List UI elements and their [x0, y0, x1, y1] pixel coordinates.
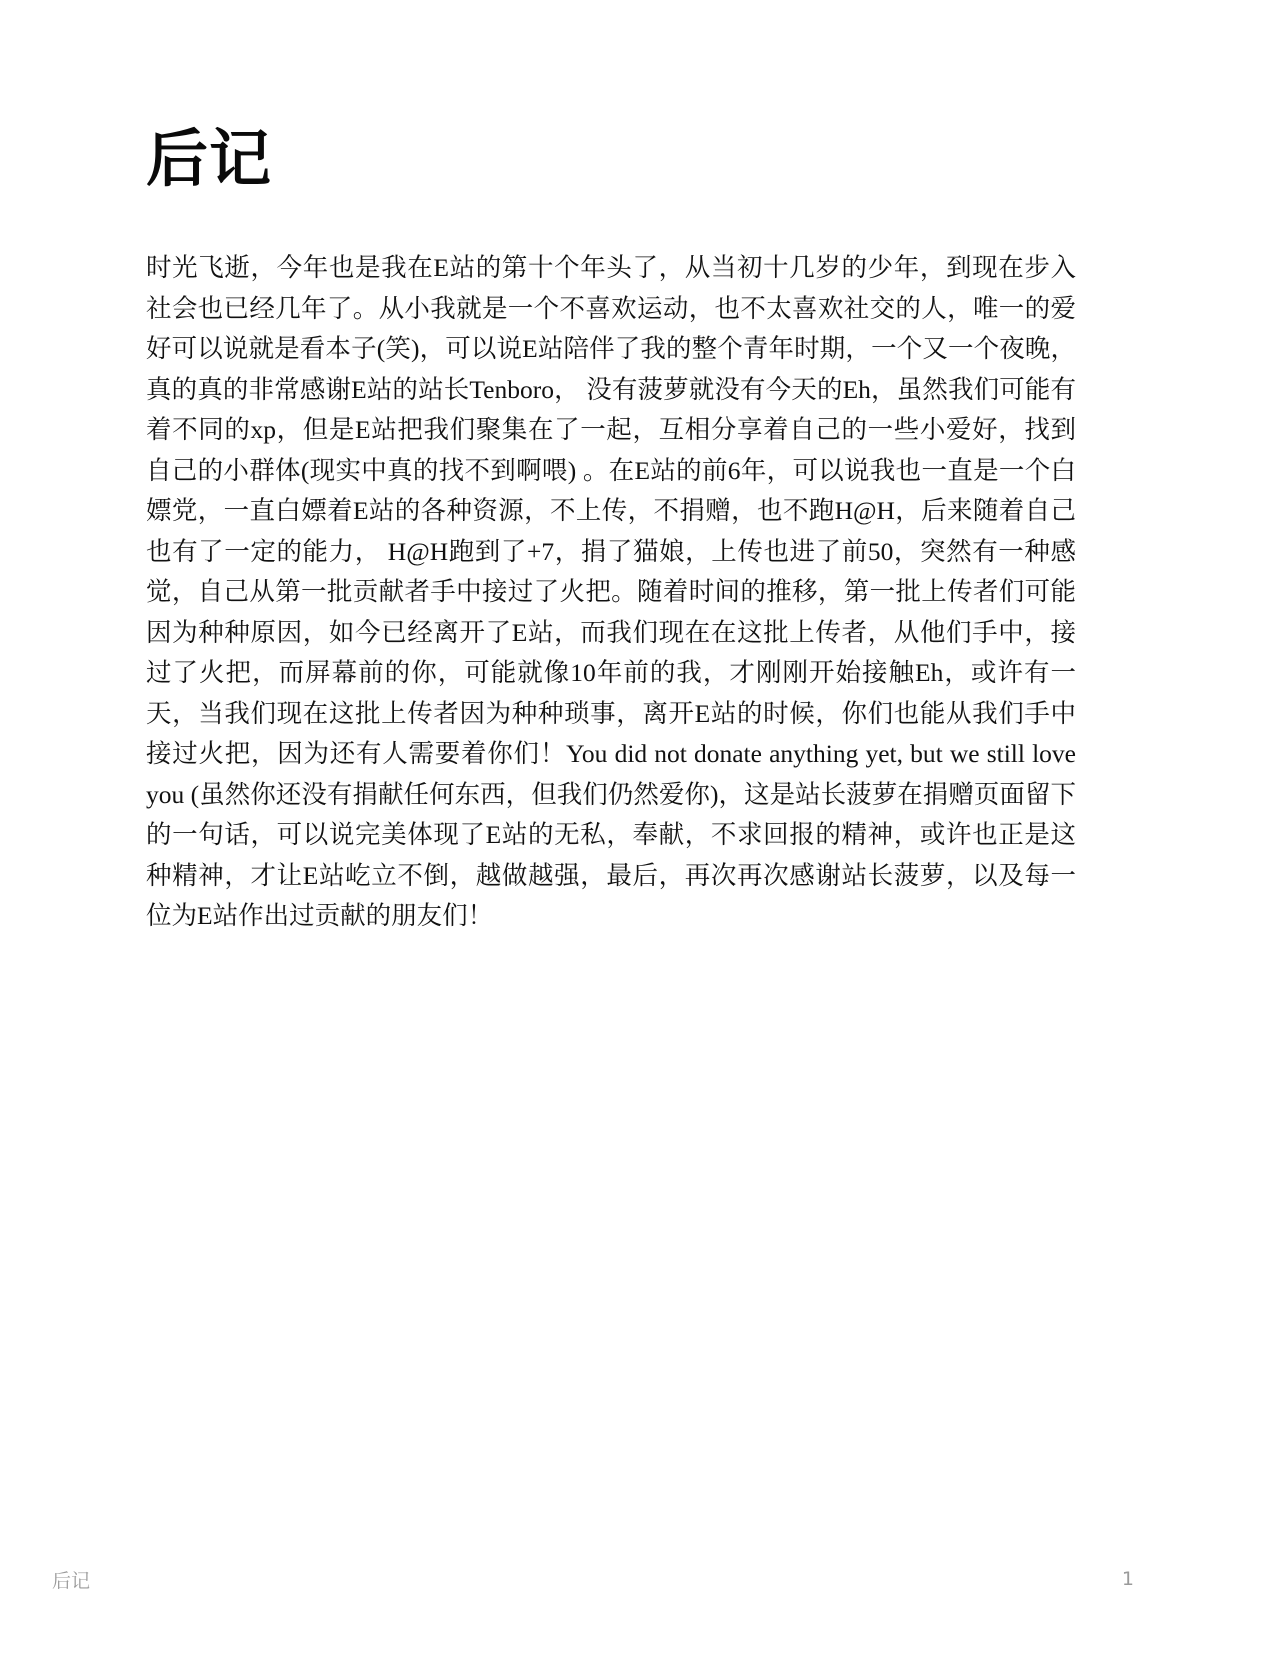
- page-footer: [0, 1564, 1280, 1594]
- footer-page-number: 1: [1121, 1568, 1134, 1590]
- body-paragraph: 时光飞逝，今年也是我在E站的第十个年头了，从当初十几岁的少年，到现在步入社会也已经几年了。从小我就是一个不喜欢运动，也不太喜欢社交的人，唯一的爱好可以说就是看本子(笑)，可以说E站陪伴了我的整个青年时期，一个又一个夜晚，真的真的非常感谢E站的站长Tenboro， 没有菠萝就没有今天的Eh，虽然我们可能有着不同的xp，但是E站把我们聚集在了一起，互相分享着自己的一些小爱好，找到自己的小群体(现实中真的找不到啊喂) 。在E站的前6年，可以说我也一直是一个白嫖党，一直白嫖着E站的各种资源，不上传，不捐赠，也不跑H@H，后来随着自己也有了一定的能力， H@H跑到了+7，捐了猫娘，上传也进了前50，突然有一种感觉，自己从第一批贡献者手中接过了火把。随着时间的推移，第一批上传者们可能因为种种原因，如今已经离开了E站，而我们现在在这批上传者，从他们手中，接过了火把，而屏幕前的你，可能就像10年前的我，才刚刚开始接触Eh，或许有一天，当我们现在这批上传者因为种种琐事，离开E站的时候，你们也能从我们手中接过火把，因为还有人需要着你们！You did not donate anything yet, but we still love you (虽然你还没有捐献任何东西，但我们仍然爱你)，这是站长菠萝在捐赠页面留下的一句话，可以说完美体现了E站的无私，奉献，不求回报的精神，或许也正是这种精神，才让E站屹立不倒，越做越强，最后，再次再次感谢站长菠萝，以及每一位为E站作出过贡献的朋友们！: [146, 253, 1076, 930]
- page-title: 后记: [146, 122, 273, 195]
- document-content: [146, 122, 1076, 937]
- footer-chapter-label: 后记: [52, 1569, 91, 1592]
